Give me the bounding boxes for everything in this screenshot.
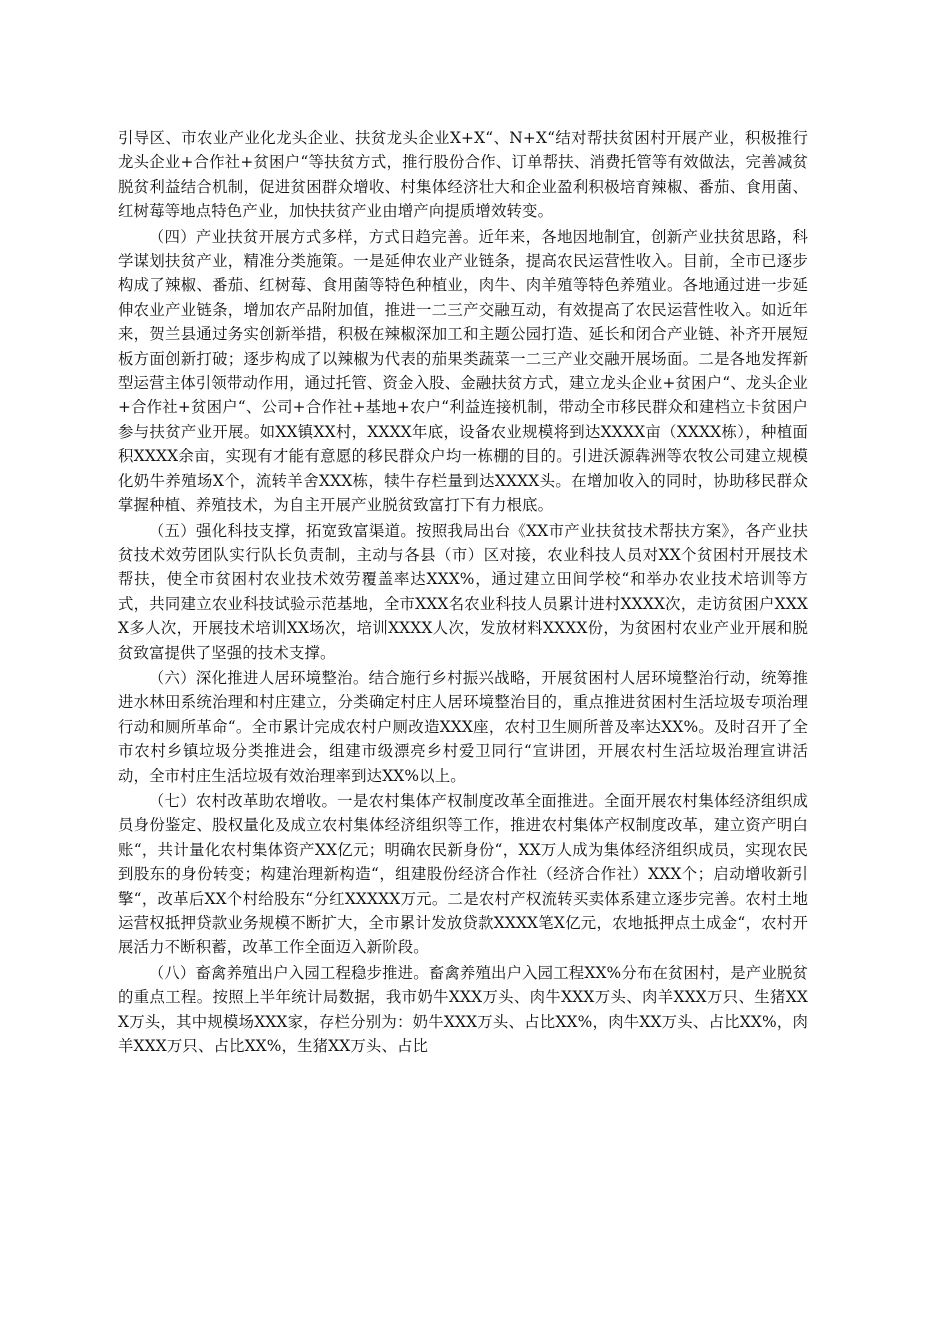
paragraph-section-7: （七）农村改革助农增收。一是农村集体产权制度改革全面推进。全面开展农村集体经济组织成员身份鉴定、股权量化及成立农村集体经济组织等工作，推进农村集体产权制度改革，建立资产明白账“，共计量化农村集体资产XX亿元；明确农民新身份“，XX万人成为集体经济组织成员，实现农民到股东的身份转变；构建治理新构造“，组建股份经济合作社（经济合作社）XXX个；启动增收新引擎“，改革后XX个村给股东“分红XXXXX万元。二是农村产权流转买卖体系建立逐步完善。农村土地运营权抵押贷款业务规模不断扩大，全市累计发放贷款XXXX笔X亿元，农地抵押点土成金“，农村开展活力不断积蓄，改革工作全面迈入新阶段。 [118,791,808,957]
paragraph-section-4: （四）产业扶贫开展方式多样，方式日趋完善。近年来，各地因地制宜，创新产业扶贫思路，科学谋划扶贫产业，精准分类施策。一是延伸农业产业链条，提高农民运营性收入。目前，全市已逐步构成了辣椒、番茄、红树莓、食用菌等特色种植业，肉牛、肉羊殖等特色养殖业。各地通过进一步延伸农业产业链条，增加农产品附加值，推进一二三产交融互动，有效提高了农民运营性收入。如近年来，贺兰县通过务实创新举措，积极在辣椒深加工和主题公园打造、延长和闭合产业链、补齐开展短板方面创新打破；逐步构成了以辣椒为代表的茄果类蔬菜一二三产业交融开展场面。二是各地发挥新型运营主体引领带动作用，通过托管、资金入股、金融扶贫方式，建立龙头企业+贫困户“、龙头企业+合作社+贫困户“、公司+合作社+基地+农户“利益连接机制，带动全市移民群众和建档立卡贫困户参与扶贫产业开展。如XX镇XX村，XXXX年底，设备农业规模将到达XXXX亩（XXXX栋），种植面积XXXX余亩，实现有才能有意愿的移民群众户均一栋棚的目的。引进沃源犇洲等农牧公司建立规模化奶牛养殖场X个，流转羊舍XXX栋，犊牛存栏量到达XXXX头。在增加收入的同时，协助移民群众掌握种植、养殖技术，为自主开展产业脱贫致富打下有力根底。 [118,227,808,515]
paragraph-section-6: （六）深化推进人居环境整治。结合施行乡村振兴战略，开展贫困村人居环境整治行动，统筹推进水林田系统治理和村庄建立，分类确定村庄人居环境整治目的，重点推进贫困村生活垃圾专项治理行动和厕所革命“。全市累计完成农村户厕改造XXX座，农村卫生厕所普及率达XX%。及时召开了全市农村乡镇垃圾分类推进会，组建市级漂亮乡村爱卫同行“宣讲团，开展农村生活垃圾治理宣讲活动，全市村庄生活垃圾有效治理率到达XX%以上。 [118,668,808,785]
document-page [118,126,808,1058]
paragraph-intro: 引导区、市农业产业化龙头企业、扶贫龙头企业X+X“、N+X“结对帮扶贫困村开展产业，积极推行龙头企业+合作社+贫困户“等扶贫方式，推行股份合作、订单帮扶、消费托管等有效做法，完善减贫脱贫利益结合机制，促进贫困群众增收、村集体经济壮大和企业盈利积极培育辣椒、番茄、食用菌、红树莓等地点特色产业，加快扶贫产业由增产向提质增效转变。 [118,129,808,221]
paragraph-section-5: （五）强化科技支撑，拓宽致富渠道。按照我局出台《XX市产业扶贫技术帮扶方案》，各产业扶贫技术效劳团队实行队长负责制，主动与各县（市）区对接，农业科技人员对XX个贫困村开展技术帮扶，使全市贫困村农业技术效劳覆盖率达XXX%，通过建立田间学校“和举办农业技术培训等方式，共同建立农业科技试验示范基地，全市XXX名农业科技人员累计进村XXXX次，走访贫困户XXXX多人次，开展技术培训XX场次，培训XXXX人次，发放材料XXXX份，为贫困村农业产业开展和脱贫致富提供了坚强的技术支撑。 [118,521,808,662]
paragraph-section-8: （八）畜禽养殖出户入园工程稳步推进。畜禽养殖出户入园工程XX%分布在贫困村，是产业脱贫的重点工程。按照上半年统计局数据，我市奶牛XXX万头、肉牛XXX万头、肉羊XXX万只、生猪XXX万头，其中规模场XXX家，存栏分别为：奶牛XXX万头、占比XX%，肉牛XX万头、占比XX%，肉羊XXX万只、占比XX%，生猪XX万头、占比 [118,963,808,1056]
